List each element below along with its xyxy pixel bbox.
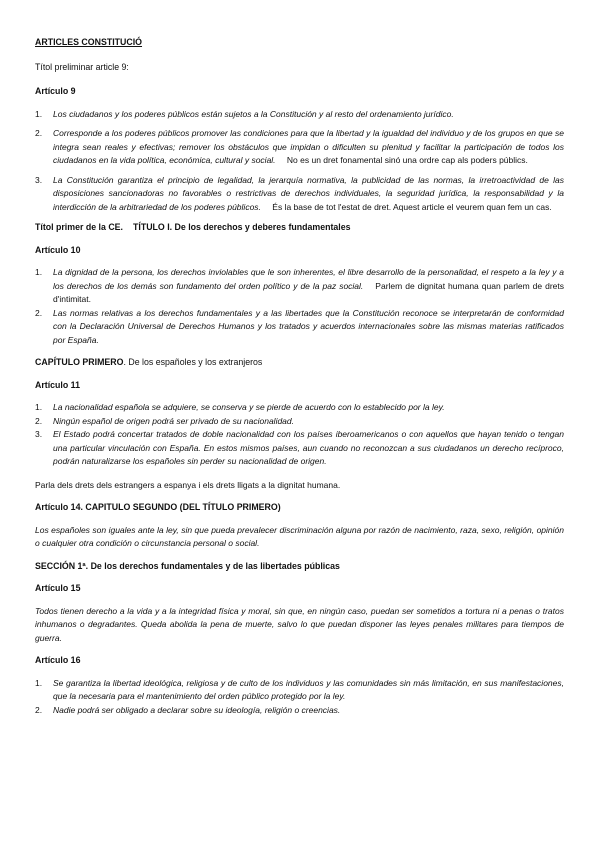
article-9-heading: Artículo 9	[35, 86, 76, 96]
title-one-heading	[35, 221, 564, 235]
item-number: 1.	[35, 677, 43, 688]
article-text: La dignidad de la persona, los derechos inviolables que le son inherentes, el libre desarrollo de la personalidad, el respeto a la ley y a los derechos de los demás son fundamento del orden político y de la paz social.	[53, 267, 564, 291]
item-number: 2.	[35, 307, 43, 318]
article-10-heading: Artículo 10	[35, 244, 81, 255]
article-text: El Estado podrá concertar tratados de doble nacionalidad con los países iberoamericanos o con aquellos que hayan tenido o tengan una particular vinculación con España. En estos mismos países, aun cuando no reconozcan a sus ciudadanos un derecho recíproco, podrán naturalizarse los españoles sin perder su nacionalidad de origen.	[53, 429, 564, 466]
document-title: ARTICLES CONSTITUCIÓ	[35, 37, 143, 47]
section-one-label: SECCIÓN 1ª.	[35, 560, 89, 571]
list-item	[35, 108, 564, 122]
article-15-heading: Artículo 15	[35, 583, 81, 593]
article-text: Ningún español de origen podrá ser privado de su nacionalidad.	[53, 415, 295, 426]
article-text: La nacionalidad española se adquiere, se conserva y se pierde de acuerdo con lo establecido por la ley.	[53, 402, 445, 412]
list-item	[35, 428, 564, 469]
item-number: 1.	[35, 267, 43, 277]
preliminary-title-label: Títol preliminar article 9:	[35, 61, 129, 72]
list-item	[35, 677, 564, 704]
item-number: 1.	[35, 108, 43, 119]
list-item	[35, 401, 564, 415]
article-11-heading: Artículo 11	[35, 379, 80, 390]
article-text: Nadie podrá ser obligado a declarar sobre su ideología, religión o creencias.	[53, 704, 341, 715]
chapter-one-label: CAPÍTULO PRIMERO	[35, 357, 124, 367]
article-9-list	[35, 108, 564, 215]
article-text: Las normas relativas a los derechos fundamentales y a las libertades que la Constitución reconoce se interpretarán de conformidad con la Declaración Universal de Derechos Humanos y los tratados y acuerdos internacionales sobre las mismas materias ratificados por España.	[53, 307, 564, 345]
list-item	[35, 127, 564, 168]
commentary-note: Parlem de dignitat humana quan parlem de drets d'intimitat.	[53, 280, 564, 304]
section-one-name: De los derechos fundamentales y de las libertades públicas	[88, 560, 340, 571]
article-14-text: Los españoles son iguales ante la ley, sin que pueda prevalecer discriminación alguna por razón de nacimiento, raza, sexo, religión, opinión o cualquier otra condición o circunstancia personal o social.	[35, 524, 564, 548]
item-number: 2.	[35, 415, 43, 426]
commentary-note: És la base de tot l'estat de dret. Aquest article el veurem quan fem un cas.	[272, 201, 552, 212]
list-item	[35, 266, 564, 307]
article-text: Se garantiza la libertad ideológica, religiosa y de culto de los individuos y las comunidades sin más limitación, en sus manifestaciones, que la necesaria para el mantenimiento del orden público protegido por la ley.	[53, 677, 564, 701]
document-body	[35, 36, 564, 724]
item-number: 3.	[35, 429, 43, 439]
chapter-one-name: . De los españoles y los extranjeros	[123, 357, 263, 367]
article-text: La Constitución garantiza el principio de legalidad, la jerarquía normativa, la publicidad de las normas, la irretroactividad de las disposiciones sancionadoras no favorables o restrictivas de derechos individuales, la seguridad jurídica, la responsabilidad y la interdicción de la arbitrariedad de los poderes públicos.	[53, 174, 564, 212]
article-16-list	[35, 677, 564, 718]
article-14-heading: Artículo 14. CAPITULO SEGUNDO (DEL TÍTULO PRIMERO)	[35, 502, 281, 512]
article-10-list	[35, 266, 564, 347]
article-text: Los ciudadanos y los poderes públicos están sujetos a la Constitución y al resto del ordenamiento jurídico.	[53, 108, 454, 119]
item-number: 2.	[35, 128, 43, 138]
article-11-list	[35, 401, 564, 469]
commentary-note: No es un dret fonamental sinó una ordre cap als poders públics.	[286, 155, 528, 165]
article-text: Corresponde a los poderes públicos promover las condiciones para que la libertad y la igualdad del individuo y de los grupos en que se integra sean reales y efectivas; remover los obstáculos que impidan o dificulten su plenitud y facilitar la participación de todos los ciudadanos en la vida política, económica, cultural y social.	[53, 128, 564, 165]
item-number: 3.	[35, 174, 43, 185]
title-one-name: TÍTULO I. De los derechos y deberes fundamentales	[133, 222, 351, 232]
item-number: 1.	[35, 402, 43, 412]
item-number: 2.	[35, 704, 43, 715]
article-16-heading: Artículo 16	[35, 655, 81, 665]
list-item	[35, 704, 564, 718]
article-11-note: Parla dels drets dels estrangers a espanya i els drets lligats a la dignitat humana.	[35, 479, 341, 490]
title-one-label: Títol primer de la CE.	[35, 222, 123, 232]
list-item	[35, 174, 564, 215]
article-15-text: Todos tienen derecho a la vida y a la integridad física y moral, sin que, en ningún caso, puedan ser sometidos a tortura ni a penas o tratos inhumanos o degradantes. Queda abolida la pena de muerte, salvo lo que puedan disponer las leyes penales militares para tiempos de guerra.	[35, 605, 564, 643]
list-item	[35, 307, 564, 348]
section-one-heading	[35, 560, 564, 574]
chapter-one-heading	[35, 356, 564, 370]
list-item	[35, 415, 564, 429]
